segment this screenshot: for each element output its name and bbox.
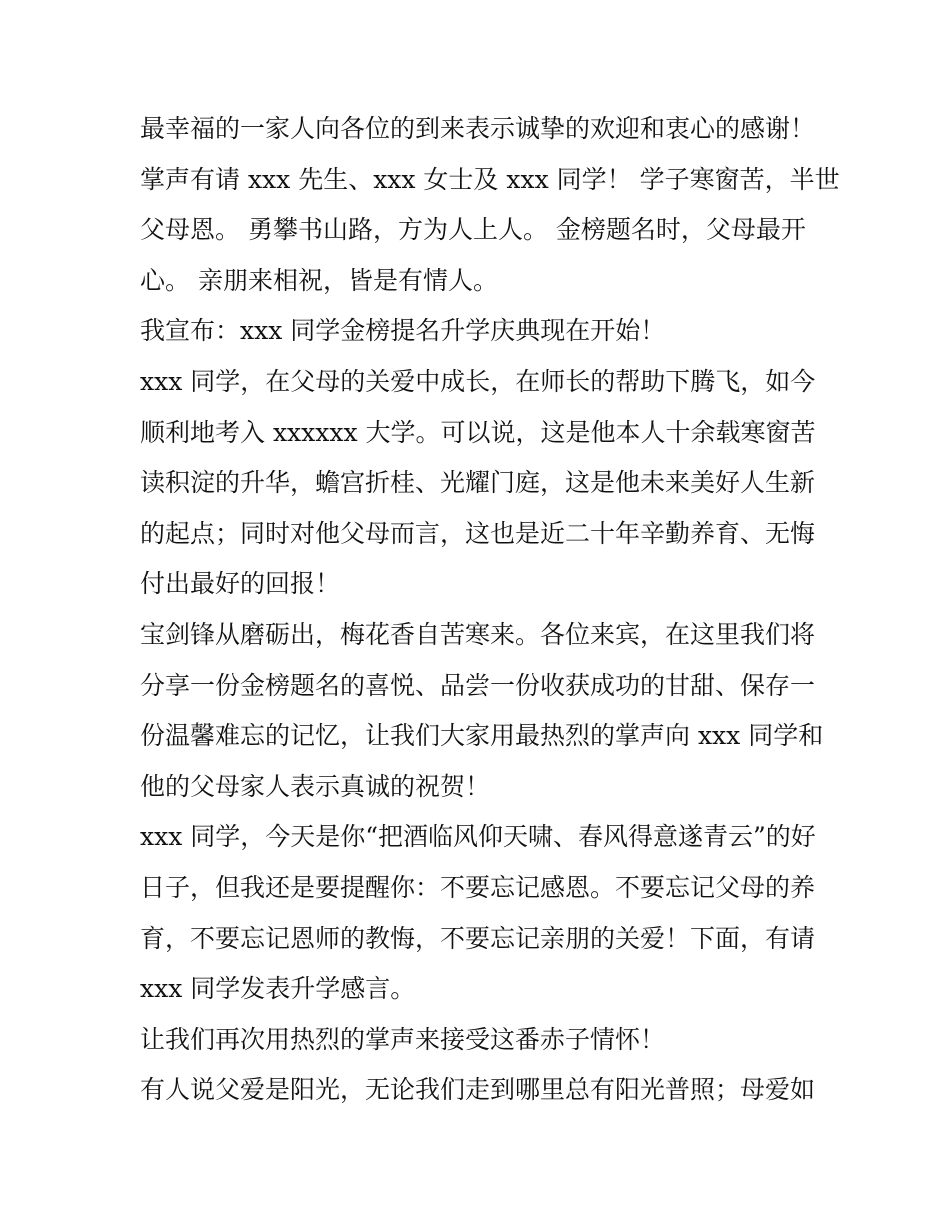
text-line: 宝剑锋从磨砺出，梅花香自苦寒来。各位来宾，在这里我们将 — [140, 619, 816, 649]
text-line: 份温馨难忘的记忆，让我们大家用最热烈的掌声向 xxx 同学和 — [140, 721, 824, 751]
text-line: 日子，但我还是要提醒你：不要忘记感恩。不要忘记父母的养 — [140, 872, 816, 902]
text-line: 的起点；同时对他父母而言，这也是近二十年辛勤养育、无悔 — [140, 518, 816, 548]
text-line: xxx 同学，在父母的关爱中成长，在师长的帮助下腾飞，如今 — [140, 366, 816, 396]
text-line: 我宣布：xxx 同学金榜提名升学庆典现在开始！ — [140, 316, 666, 346]
text-line: 顺利地考入 xxxxxx 大学。可以说，这是他本人十余载寒窗苦 — [140, 417, 816, 447]
text-line: 掌声有请 xxx 先生、xxx 女士及 xxx 同学！ 学子寒窗苦，半世 — [140, 164, 840, 194]
text-line: 读积淀的升华，蟾宫折桂、光耀门庭，这是他未来美好人生新 — [140, 468, 816, 498]
text-line: xxx 同学，今天是你“把酒临风仰天啸、春风得意遂青云”的好 — [140, 822, 816, 852]
text-line: 最幸福的一家人向各位的到来表示诚挚的欢迎和衷心的感谢！ — [140, 114, 816, 143]
text-line: 心。 亲朋来相祝，皆是有情人。 — [140, 265, 498, 295]
speech-text — [140, 104, 840, 1116]
text-line: 他的父母家人表示真诚的祝贺！ — [140, 771, 491, 801]
text-line: 让我们再次用热烈的掌声来接受这番赤子情怀！ — [140, 1024, 666, 1054]
text-line: 分享一份金榜题名的喜悦、品尝一份收获成功的甘甜、保存一 — [140, 670, 816, 700]
text-line: 有人说父爱是阳光，无论我们走到哪里总有阳光普照；母爱如 — [140, 1075, 816, 1105]
text-line: 父母恩。 勇攀书山路，方为人上人。 金榜题名时，父母最开 — [140, 215, 806, 245]
text-line: 付出最好的回报！ — [140, 569, 341, 599]
text-line: 育，不要忘记恩师的教悔，不要忘记亲朋的关爱！下面，有请 — [140, 923, 816, 953]
text-line: xxx 同学发表升学感言。 — [140, 974, 416, 1004]
